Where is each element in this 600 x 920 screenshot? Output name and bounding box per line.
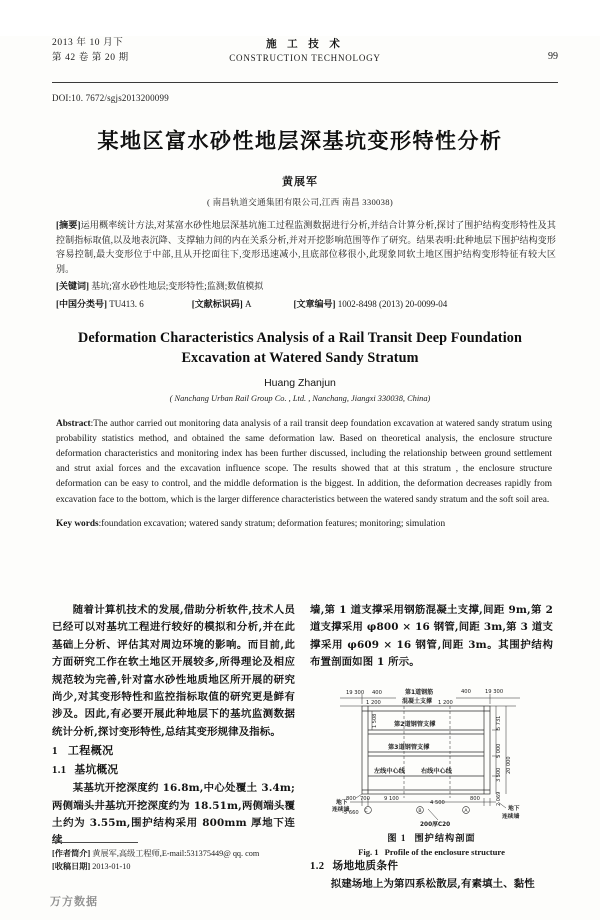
section-heading-1-2 bbox=[310, 857, 553, 876]
figure-1-caption-cn bbox=[310, 830, 553, 844]
section-1-1-number: 1.1 bbox=[52, 765, 67, 777]
page-number: 99 bbox=[548, 51, 558, 62]
fig-dim-right-vert-5: 2 069 bbox=[496, 791, 502, 806]
article-id-label: [文章编号] bbox=[293, 298, 336, 309]
fig-dim-bottom-3: 9 100 bbox=[384, 795, 399, 802]
fig-label-strut-2: 第2道钢管支撑 bbox=[394, 720, 436, 728]
fig-label-strut-1b: 混凝土支撑 bbox=[402, 697, 433, 705]
clc-segment bbox=[56, 297, 144, 312]
fig-axis-c: C bbox=[364, 808, 368, 814]
figure-1-number-en: Fig. 1 bbox=[358, 846, 379, 857]
fig-axis-a: A bbox=[464, 808, 468, 814]
abstract-en bbox=[56, 417, 552, 508]
classification-row bbox=[56, 297, 556, 312]
author-bio-text: 黄展军,高级工程师,E-mail:531375449@ qq. com bbox=[92, 849, 260, 858]
received-date-text: 2013-01-10 bbox=[92, 861, 131, 871]
doc-code-value: A bbox=[245, 298, 252, 309]
figure-1-title-en: Profile of the enclosure structure bbox=[384, 846, 505, 857]
article-id-segment bbox=[294, 297, 448, 312]
figure-1-drawing bbox=[310, 678, 553, 828]
footnote-block bbox=[52, 842, 295, 873]
database-watermark: 万方数据 bbox=[50, 895, 98, 908]
affiliation-en: ( Nanchang Urban Rail Group Co. , Ltd. , Nanchang, Jiangxi 330038, China) bbox=[169, 393, 431, 403]
abstract-cn-text: 运用概率统计方法,对某富水砂性地层深基坑施工过程监测数据进行分析,并结合计算分析,探讨了围护结构变形特性及其控制指标取值,以及地表沉降、支撑轴力间的内在关系分析,并对开挖影响范围等作了研究。结果表明:此种地层下围护结构变形容易控制,最大变形位于中部,且从开挖面往下,变形迅速减小,且底部位移很小,此现象同软土地区围护结构变形特征有较大区别。 bbox=[56, 220, 556, 274]
header-rule bbox=[52, 82, 558, 83]
section-heading-1 bbox=[52, 742, 295, 761]
page-title-en: Deformation Characteristics Analysis of a Rail Transit Deep Foundation Excavation at Watered Sandy Stratum bbox=[78, 329, 522, 366]
fig-axis-b: B bbox=[418, 808, 422, 814]
fig-dim-right-vert-3: 3 500 bbox=[496, 767, 502, 782]
abstract-cn-label: [摘要] bbox=[56, 220, 81, 230]
fig-label-strut-1: 第1道钢筋 bbox=[405, 688, 434, 696]
fig-label-wall-left-a: 地下 bbox=[336, 799, 348, 806]
left-column bbox=[52, 602, 295, 850]
fig-dim-right-vert-1: 5 731 bbox=[496, 715, 502, 730]
fig-label-wall-right-a: 地下 bbox=[508, 805, 520, 812]
keywords-cn-label: [关键词] bbox=[56, 281, 89, 292]
issue-volume: 第 42 卷 第 20 期 bbox=[52, 53, 129, 63]
footnote-rule bbox=[52, 842, 138, 843]
fig-dim-top-left-1: 19 300 bbox=[346, 689, 365, 696]
keywords-en bbox=[56, 517, 552, 532]
keywords-en-label: Key words bbox=[56, 518, 99, 529]
section-heading-1-1 bbox=[52, 761, 295, 780]
section-1-1-title: 基坑概况 bbox=[74, 765, 119, 777]
running-head-journal bbox=[52, 36, 558, 63]
abstract-en-text: :The author carried out monitoring data analysis of a rail transit deep foundation excavation at watered sandy stratum using probability statistics method, and obtained the same deformation law. Based on theoretical analysis, the enclosure structure deformation characteristics and monitoring index has been further discussed, including the relationship between ground settlement and strut axial forces and the excavation influence scope. The results showed that at this stratum , the enclosure structure deformation can be easy to control, and the middle deformation is the biggest. In addition, the deformation decreases rapidly from excavation face to the bottom, which is the larger difference characteristics between the watered sandy stratum and the soft soil area. bbox=[56, 418, 552, 505]
section-1-number: 1 bbox=[52, 745, 58, 758]
fig-label-right-center: 右线中心线 bbox=[421, 767, 452, 775]
author-bio-line bbox=[52, 848, 295, 861]
keywords-en-text: :foundation excavation; watered sandy stratum; deformation features; monitoring; simulation bbox=[98, 518, 446, 529]
fig-dim-right-vert-4: 20 000 bbox=[506, 756, 512, 774]
journal-name-en: CONSTRUCTION TECHNOLOGY bbox=[229, 53, 381, 63]
affiliation-cn: ( 南昌轨道交通集团有限公司,江西 南昌 330038) bbox=[207, 197, 393, 207]
fig-dim-top-right-1: 400 bbox=[461, 688, 471, 695]
fig-dim-top-left-3: 1 200 bbox=[366, 699, 381, 706]
received-date-label: [收稿日期] bbox=[52, 861, 91, 871]
fig-label-wall-left-b: 连续墙 bbox=[332, 806, 350, 813]
fig-dim-bottom-2: 700 bbox=[360, 795, 370, 802]
fig-dim-right-vert-2: 5 000 bbox=[496, 743, 502, 758]
article-id-value: 1002-8498 (2013) 20-0099-04 bbox=[337, 298, 448, 309]
fig-dim-top-right-3: 1 200 bbox=[438, 699, 453, 706]
fig-dim-bottom-4: 4 500 bbox=[430, 799, 445, 806]
fig-dim-top-left-2: 400 bbox=[372, 689, 382, 696]
section-1-2-title: 场地地质条件 bbox=[332, 860, 399, 872]
section-1-1-paragraph: 某基坑开挖深度约 16.8m,中心处覆土 3.4m;两侧端头井基坑开挖深度约为 18.51m,两侧端头覆土约为 3.55m,围护结构采用 800mm 厚地下连续 bbox=[52, 782, 295, 847]
doi-line: DOI:10. 7672/sgjs2013200099 bbox=[52, 93, 169, 103]
author-name-en: Huang Zhanjun bbox=[264, 376, 336, 389]
author-name-cn: 黄展军 bbox=[282, 176, 318, 188]
keywords-cn bbox=[56, 279, 556, 294]
abstract-en-label: Abstract bbox=[56, 418, 91, 429]
fig-dim-bottom-5: 800 bbox=[470, 795, 480, 802]
right-column bbox=[310, 602, 553, 893]
running-head bbox=[52, 36, 558, 80]
figure-1-caption-en bbox=[310, 847, 553, 857]
paper-page bbox=[0, 36, 600, 920]
abstract-cn bbox=[56, 218, 556, 276]
section-1-title: 工程概况 bbox=[67, 745, 114, 758]
continued-paragraph: 墙,第 1 道支撑采用钢筋混凝土支撑,间距 9m,第 2 道支撑采用 φ800 × 16 钢管,间距 3m,第 3 道支撑采用 φ609 × 16 钢管,间距 3m。其围护结构布置剖面如图 1 所示。 bbox=[310, 604, 553, 669]
intro-paragraph: 随着计算机技术的发展,借助分析软件,技术人员已经可以对基坑工程进行较好的模拟和分析,并在此基础上分析、评估其对周边环境的影响。而目前,此方面研究工作在软土地区开展较多,所得理论及相应规范较为完善,针对富水砂性地质地区所开展的研究尚少,对其变形特性和监控指标取值的研究更是鲜有涉及。因此,有必要开展此种地层下的基坑监测数据统计分析,探讨变形特性,总结其变形规律及指标。 bbox=[52, 604, 295, 738]
fig-label-wall-right-b: 连续墙 bbox=[502, 813, 520, 820]
received-date-line bbox=[52, 861, 295, 874]
clc-value: TU413. 6 bbox=[109, 298, 144, 309]
issue-date: 2013 年 10 月下 bbox=[52, 38, 124, 48]
fig-label-left-center: 左线中心线 bbox=[374, 767, 405, 775]
section-1-2-number: 1.2 bbox=[310, 860, 325, 872]
fig-dim-left-vert-1: 1 508 bbox=[372, 713, 378, 728]
fig-label-strut-3: 第3道钢管支撑 bbox=[388, 743, 430, 751]
fig-dim-bottom-1: 800 bbox=[346, 795, 356, 802]
page-title-cn: 某地区富水砂性地层深基坑变形特性分析 bbox=[97, 128, 503, 153]
fig-dim-bottom-6: -5 660 bbox=[342, 809, 359, 816]
author-bio-label: [作者简介] bbox=[52, 849, 91, 858]
keywords-cn-text: 基坑;富水砂性地层;变形特性;监测;数值模拟 bbox=[91, 281, 264, 292]
figure-1-title-cn: 围护结构剖面 bbox=[414, 832, 476, 843]
figure-1 bbox=[310, 678, 553, 828]
clc-label: [中国分类号] bbox=[56, 298, 107, 309]
figure-1-number-cn: 图 1 bbox=[387, 832, 407, 843]
doc-code-label: [文献标识码] bbox=[191, 298, 243, 309]
section-1-2-paragraph: 拟建场地上为第四系松散层,有素填土、黏性 bbox=[330, 877, 535, 890]
fig-dim-top-right-2: 19 300 bbox=[485, 688, 504, 695]
doc-code-segment bbox=[192, 297, 252, 312]
fig-label-cushion-a: 200厚C20 bbox=[420, 821, 451, 828]
journal-name-cn: 施 工 技 术 bbox=[266, 39, 344, 50]
